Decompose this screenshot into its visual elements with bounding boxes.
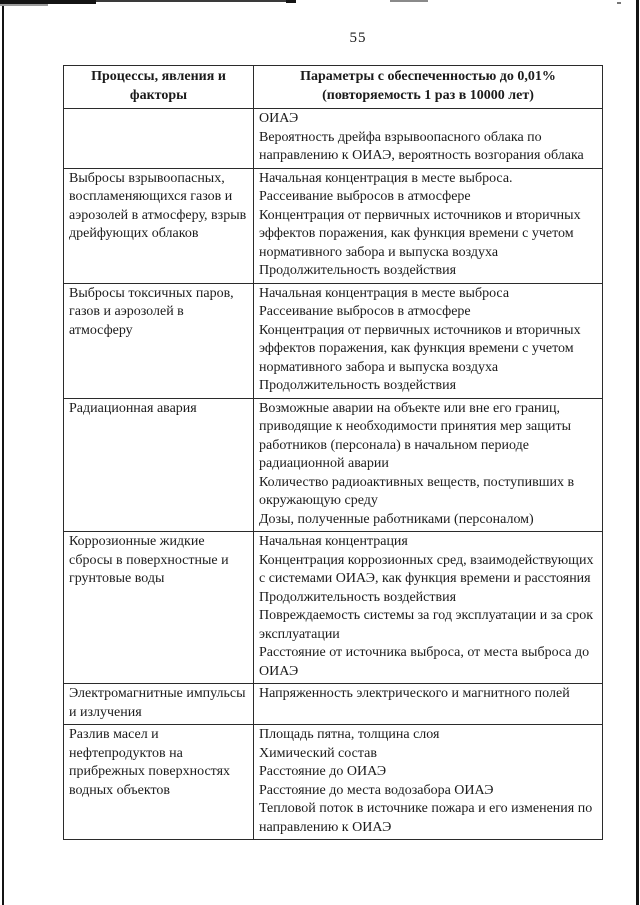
parameter-item: Напряженность электрического и магнитного полей <box>259 686 570 701</box>
parameter-item: Продолжительность воздействия <box>259 263 457 278</box>
table-row <box>64 725 603 840</box>
parameter-item: Вероятность дрейфа взрывоопасного облака по направлению к ОИАЭ, вероятность возгорания облака <box>259 129 584 163</box>
scan-artifact-top-smudge <box>0 4 48 6</box>
scan-artifact-dot <box>617 2 621 4</box>
parameter-item: Продолжительность воздействия <box>259 589 457 605</box>
scan-artifact-top-gray <box>390 0 428 2</box>
factor-cell: Радиационная авария <box>64 398 254 532</box>
parameters-cell <box>254 725 603 840</box>
parameter-item: Рассеивание выбросов в атмосфере <box>259 189 471 204</box>
table-body <box>64 109 603 840</box>
parameter-item: Расстояние до ОИАЭ <box>259 764 387 779</box>
factor-cell: Электромагнитные импульсы и излучения <box>64 684 254 725</box>
page-number: 55 <box>349 30 367 46</box>
parameter-item: Химический состав <box>259 745 377 761</box>
factor-cell: Разлив масел и нефтепродуктов на прибрежных поверхностях водных объектов <box>64 725 254 840</box>
scan-artifact-left-edge <box>2 0 4 905</box>
table-row <box>64 283 603 398</box>
table-row <box>64 168 603 283</box>
header-cell-parameters: Параметры с обеспеченностью до 0,01% (повторяемость 1 раз в 10000 лет) <box>254 66 603 109</box>
parameter-item: Площадь пятна, толщина слоя <box>259 727 440 742</box>
parameter-item: Концентрация от первичных источников и вторичных эффектов поражения, как функция времени с учетом нормативного забора и выпуска воздуха <box>259 322 581 375</box>
parameter-item: Расстояние до места водозабора ОИАЭ <box>259 782 494 798</box>
parameter-item: Расстояние от источника выброса, от места выброса до ОИАЭ <box>259 645 590 679</box>
scan-artifact-top-mark <box>286 0 296 3</box>
factor-cell: Выбросы токсичных паров, газов и аэрозолей в атмосферу <box>64 283 254 398</box>
parameter-item: Рассеивание выбросов в атмосфере <box>259 304 471 319</box>
table-row <box>64 109 603 169</box>
parameters-cell <box>254 283 603 398</box>
parameter-item: Повреждаемость системы за год эксплуатации и за срок эксплуатации <box>259 608 594 642</box>
scan-artifact-right-edge <box>636 0 639 905</box>
parameter-item: ОИАЭ <box>259 111 299 126</box>
scan-artifact-top-line <box>96 0 286 2</box>
parameter-item: Концентрация от первичных источников и вторичных эффектов поражения, как функция времени с учетом нормативного забора и выпуска воздуха <box>259 207 581 260</box>
table-header-row <box>64 66 603 109</box>
table-header <box>64 66 603 109</box>
table-row <box>64 398 603 532</box>
parameter-item: Начальная концентрация <box>259 534 408 549</box>
parameter-item: Возможные аварии на объекте или вне его границ, приводящие к необходимости принятия мер защиты работников (персонала) в начальном периоде радиационной аварии <box>259 400 572 471</box>
parameters-table <box>63 65 603 840</box>
parameter-item: Дозы, полученные работниками (персоналом) <box>259 511 534 527</box>
factor-cell <box>64 109 254 169</box>
parameter-item: Количество радиоактивных веществ, поступивших в окружающую среду <box>259 474 575 508</box>
parameter-item: Продолжительность воздействия <box>259 378 457 393</box>
table-row <box>64 684 603 725</box>
parameters-cell <box>254 168 603 283</box>
parameter-item: Концентрация коррозионных сред, взаимодействующих с системами ОИАЭ, как функция времени и расстояния <box>259 552 594 586</box>
factor-cell: Выбросы взрывоопасных, воспламеняющихся газов и аэрозолей в атмосферу, взрыв дрейфующих облаков <box>64 168 254 283</box>
factor-cell: Коррозионные жидкие сбросы в поверхностные и грунтовые воды <box>64 532 254 684</box>
parameters-cell <box>254 684 603 725</box>
parameter-item: Начальная концентрация в месте выброса. <box>259 170 513 186</box>
parameters-cell <box>254 398 603 532</box>
header-cell-factors: Процессы, явления и факторы <box>64 66 254 109</box>
parameter-item: Начальная концентрация в месте выброса <box>259 285 510 301</box>
parameters-cell <box>254 109 603 169</box>
parameters-cell <box>254 532 603 684</box>
table-row <box>64 532 603 684</box>
parameter-item: Тепловой поток в источнике пожара и его изменения по направлению к ОИАЭ <box>259 801 593 835</box>
